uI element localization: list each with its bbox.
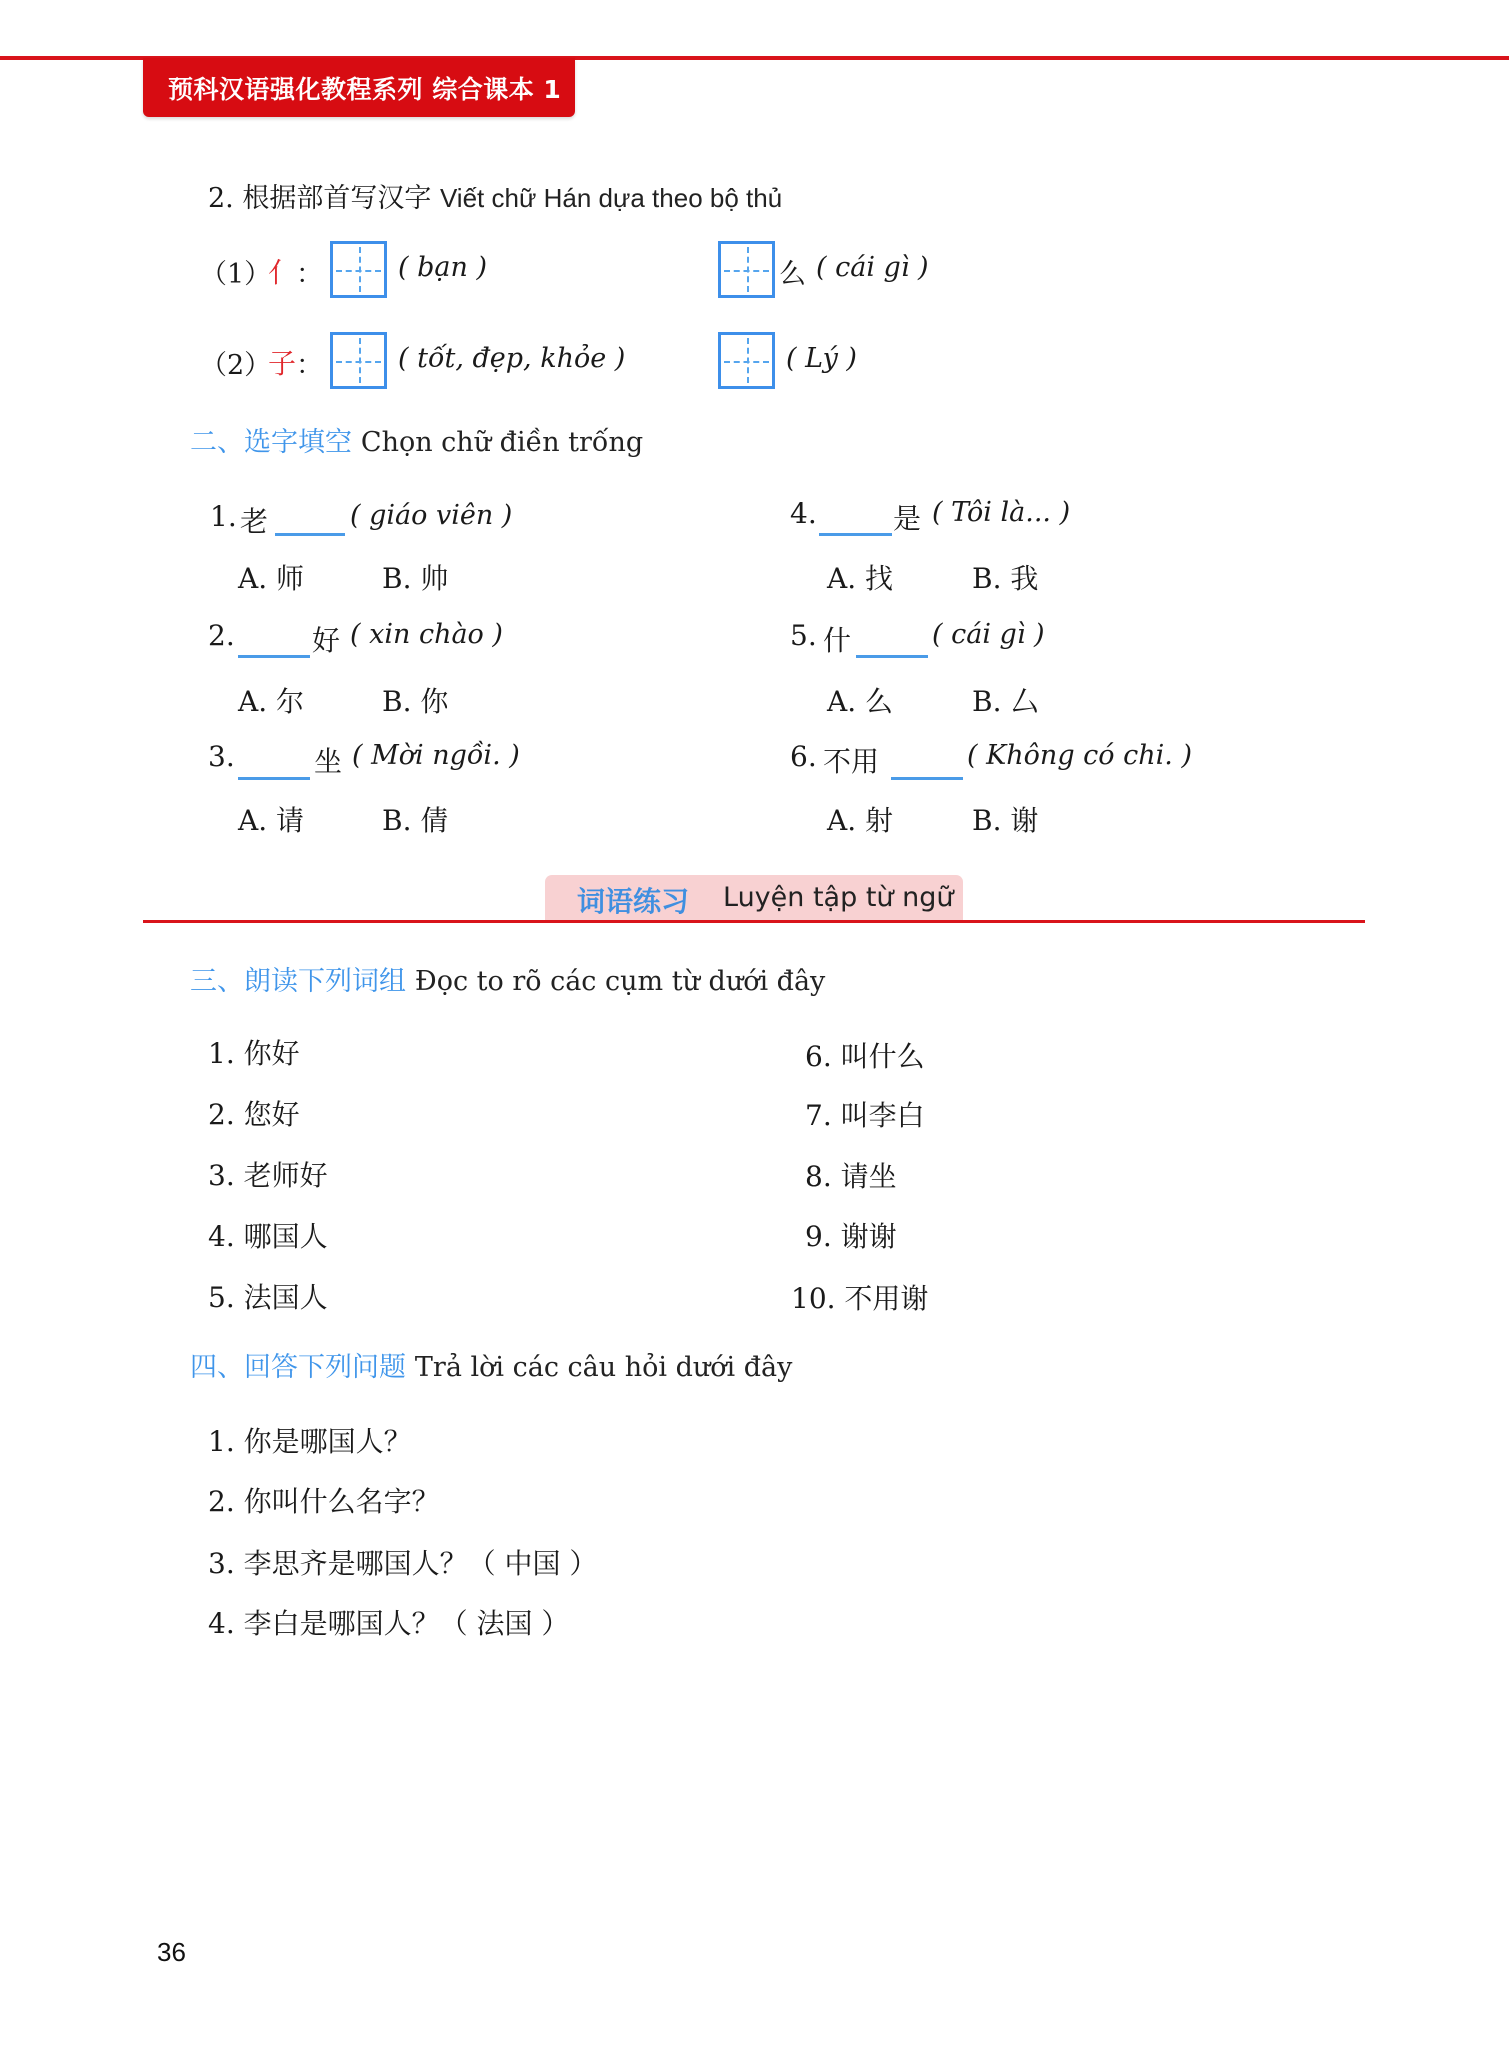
series-title-tab [143,58,575,117]
question-number: 3. [208,740,235,773]
option-b[interactable]: B. 帅 [382,562,449,595]
phrase-item: 1. 你好 [208,1037,300,1070]
question-prefix: 什 [823,624,852,657]
character-writing-box[interactable] [330,332,387,389]
section-divider [143,920,1365,923]
fill-blank[interactable] [275,533,345,536]
band-label-vi: Luyện tập từ ngữ [723,882,954,913]
phrase-item: 5. 法国人 [208,1281,328,1314]
row-label: （2） [200,350,272,381]
question-item: 4. 李白是哪国人？（ 法国 ） [208,1607,570,1640]
gloss: ( tốt, đẹp, khỏe ) [398,343,626,374]
colon: ： [296,259,323,290]
question-number: 1. [210,500,237,533]
gloss: ( giáo viên ) [350,500,513,531]
fill-blank[interactable] [856,655,928,658]
question-suffix: 是 [893,502,922,535]
question-number: 4. [790,497,817,530]
character-writing-box[interactable] [718,332,775,389]
question-item: 1. 你是哪国人？ [208,1425,412,1458]
option-a[interactable]: A. 师 [238,562,305,595]
section-heading [190,959,825,998]
section-heading-cn: 二、选字填空 [190,427,352,458]
question-item: 2. 你叫什么名字？ [208,1485,440,1518]
fill-blank[interactable] [238,777,310,780]
section-heading [190,1345,792,1384]
phrase-item: 2. 您好 [208,1098,300,1131]
row-label: （1） [200,259,272,290]
option-a[interactable]: A. 请 [238,804,305,837]
colon: ： [296,350,323,381]
character-suffix: 么 [779,259,806,290]
question-suffix: 坐 [314,745,343,778]
section-heading-cn: 三、朗读下列词组 [190,966,406,997]
option-b[interactable]: B. 我 [972,562,1039,595]
option-b[interactable]: B. 你 [382,685,449,718]
gloss: ( xin chào ) [350,619,503,650]
option-a[interactable]: A. 么 [827,685,894,718]
fill-blank[interactable] [238,655,310,658]
series-title: 预科汉语强化教程系列 综合课本 1 [168,75,562,104]
question-prefix: 老 [240,505,269,538]
option-a[interactable]: A. 找 [827,562,894,595]
section-heading [190,420,643,459]
exercise-title-cn: 2. 根据部首写汉字 [208,183,432,214]
question-number: 6. [790,740,817,773]
phrase-item: 4. 哪国人 [208,1220,328,1253]
phrase-item: 8. 请坐 [805,1160,897,1193]
option-a[interactable]: A. 射 [827,804,894,837]
band-label-cn: 词语练习 [577,885,690,918]
gloss: ( cái gì ) [932,619,1045,650]
gloss: ( Tôi là... ) [932,497,1071,528]
option-a[interactable]: A. 尔 [238,685,305,718]
exercise-title-vi: Viết chữ Hán dựa theo bộ thủ [439,183,783,213]
question-number: 2. [208,619,235,652]
phrase-item: 7. 叫李白 [805,1099,925,1132]
question-item: 3. 李思齐是哪国人？（ 中国 ） [208,1547,598,1580]
question-prefix: 不用 [823,745,880,778]
phrase-item: 3. 老师好 [208,1159,328,1192]
fill-blank[interactable] [819,533,892,536]
gloss: ( Mời ngồi. ) [352,740,520,771]
page-number: 36 [157,1937,186,1967]
section-heading-vi: Đọc to rõ các cụm từ dưới đây [414,966,826,997]
gloss: ( cái gì ) [816,252,929,283]
phrase-item: 10. 不用谢 [791,1282,929,1315]
option-b[interactable]: B. 厶 [972,685,1039,718]
character-writing-box[interactable] [718,241,775,298]
section-heading-vi: Chọn chữ điền trống [360,427,644,458]
gloss: ( Không có chi. ) [967,740,1192,771]
phrase-item: 6. 叫什么 [805,1040,925,1073]
radical-zi: 子 [268,347,297,380]
section-heading-cn: 四、回答下列问题 [190,1352,406,1383]
question-number: 5. [790,619,817,652]
option-b[interactable]: B. 谢 [972,804,1039,837]
gloss: ( Lý ) [786,343,857,374]
fill-blank[interactable] [891,777,963,780]
gloss: ( bạn ) [398,252,488,283]
character-writing-box[interactable] [330,241,387,298]
phrase-item: 9. 谢谢 [805,1220,897,1253]
section-heading-vi: Trả lời các câu hỏi dưới đây [414,1352,793,1383]
option-b[interactable]: B. 倩 [382,804,449,837]
exercise-title [208,176,782,215]
radical-ren: 亻 [268,256,297,289]
vocabulary-practice-tab [545,875,963,921]
question-suffix: 好 [312,624,341,657]
